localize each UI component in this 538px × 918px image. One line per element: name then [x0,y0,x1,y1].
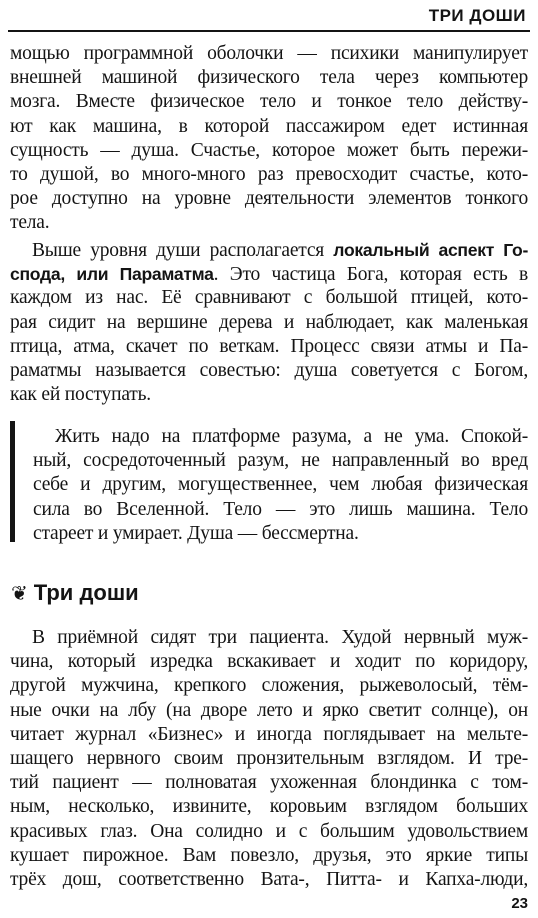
text-line: тела. [10,212,50,234]
text-line: ным, несколько, извините, коровьим взглядом больших [10,796,528,818]
text-line: красивых глаз. Она солидно и с большим удовольствием [10,820,528,842]
bold-term: локальный аспект Го- [333,240,528,260]
text-line: шащего нервного своим пронзительным взглядом. И тре- [10,747,528,769]
text-line: внешней машиной физического тела через компьютер [10,67,528,89]
quote-line: стареет и умирает. Душа — бессмертна. [33,522,359,544]
section-heading [11,576,139,610]
text-line: ные очки на лбу (на дворе лето и ярко светит солнце), он [10,699,528,721]
text-run: . Это частица Бога, которая есть в [213,264,528,286]
paragraph-paramatma [10,238,528,407]
section-title: Три доши [33,580,139,605]
quote-line: сила во Вселенной. Тело — это лишь машина. Тело [33,498,528,520]
quote-line: ный, сосредоточенный разум, не направленный во вред [33,450,528,472]
paragraph-three-patients [10,626,528,892]
text-line: читает журнал «Бизнес» и иногда поглядывает на мельте- [10,723,528,745]
text-line: мощью программной оболочки — психики манипулирует [10,43,528,64]
paragraph-continuation [10,42,528,236]
text-line: В приёмной сидят три пациента. Худой нервный муж- [32,627,528,648]
text-line: раматмы называется совестью: душа советуется с Богом, [10,359,528,381]
text-line [10,262,528,286]
text-line: другой мужчина, крепкого сложения, рыжеволосый, тём- [10,675,528,697]
text-line: тий пациент — полноватая ухоженная блондинка с том- [10,772,528,794]
text-line: ют как машина, в которой пассажиром едет истинная [10,115,528,137]
text-line: рая сидит на вершине дерева и наблюдает, как маленькая [10,311,528,333]
text-line: птица, атма, скачет по веткам. Процесс связи атмы и Па- [10,335,528,357]
text-line: трёх дош, соответственно Вата-, Питта- и Капха-люди, [10,868,528,890]
text-line: каждом из нас. Её сравнивают с большой птицей, кото- [10,287,528,309]
text-line: сущность — душа. Счастье, которое может быть пережи- [10,139,528,161]
text-line: мозга. Вместе физическое тело и тонкое тело действу- [10,91,528,113]
text-line: как ей поступать. [10,384,151,406]
running-header-title: ТРИ ДОШИ [428,6,526,25]
header-rule [8,30,530,32]
bold-term: спода, или Параматма [10,264,214,285]
running-header [0,0,538,34]
text-line: рое доступно на уровне деятельности элементов тонкого [10,188,528,210]
text-line: то душой, во много-много раз превосходит счастье, кото- [10,163,528,185]
text-run: Выше уровня души располагается [32,240,334,261]
quote-bar [10,421,15,542]
page-number: 23 [511,895,528,912]
quote-line: себе и другим, могущественнее, чем любая физическая [33,474,528,496]
quote-line: Жить надо на платформе разума, а не ума. Спокой- [55,426,528,447]
pull-quote [33,425,528,546]
text-line [10,238,528,262]
text-line: чина, который изредка вскакивает и ходит по коридору, [10,651,528,673]
fleuron-icon: ❦ [11,581,28,605]
text-line: кушает пирожное. Вам повезло, друзья, это яркие типы [10,844,528,866]
